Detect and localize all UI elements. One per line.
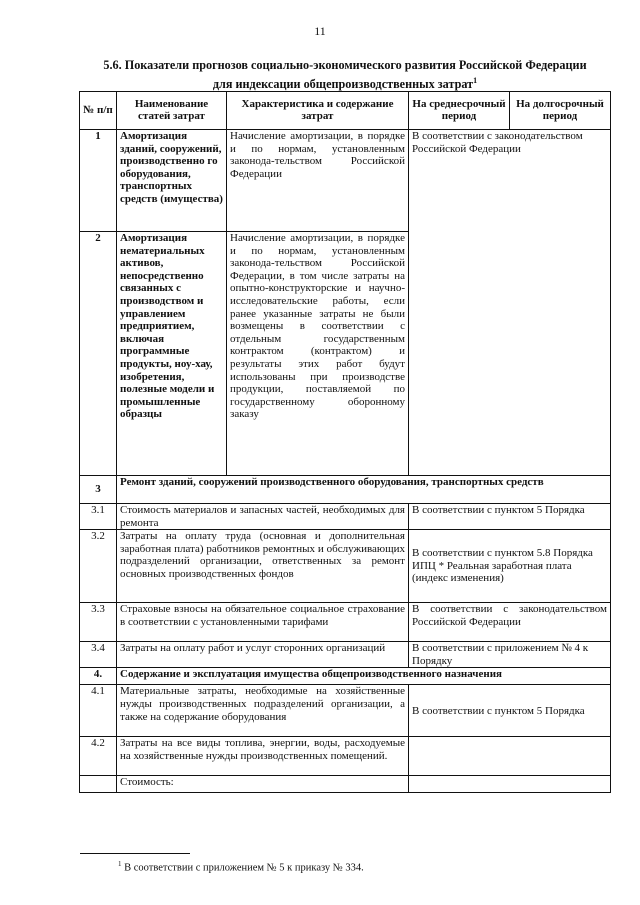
heading-line-2: для индексации общепроизводственных затрат$^1$ <box>212 76 478 92</box>
row-num: 3 <box>80 476 117 504</box>
row-horizon: В соответствии с пунктом 5.8 Порядка ИПЦ * Реальная заработная плата (индекс изменения) <box>409 530 611 603</box>
row-desc: Начисление амортизации, в порядке и по нормам, установленным законода-тельством Российской Федерации <box>227 130 409 232</box>
table-row <box>80 737 611 776</box>
row-text: Затраты на оплату работ и услуг сторонних организаций <box>117 642 409 668</box>
row-num: 2 <box>80 232 117 476</box>
footnote-divider <box>80 853 190 854</box>
table-row <box>80 130 611 232</box>
section-title: Содержание и эксплуатация имущества общепроизводственного назначения <box>117 668 611 685</box>
row-num <box>80 776 117 793</box>
row-name: Амортизация зданий, сооружений, производственно го оборудования, транспортных средств (имущества) <box>117 130 227 232</box>
table-row <box>80 685 611 737</box>
row-horizon <box>409 776 611 793</box>
table-row <box>80 530 611 603</box>
row-horizon: В соответствии с законодательством Российской Федерации <box>409 603 611 642</box>
row-text: Материальные затраты, необходимые на хозяйственные нужды производственных подразделений организации, а также на содержание оборудования <box>117 685 409 737</box>
row-horizon <box>409 737 611 776</box>
row-num: 4.2 <box>80 737 117 776</box>
header-desc: Характеристика и содержание затрат <box>227 92 409 130</box>
indicators-table <box>79 91 611 793</box>
row-horizon: В соответствии с приложением № 4 к Порядку <box>409 642 611 668</box>
table-row <box>80 603 611 642</box>
row-num: 4.1 <box>80 685 117 737</box>
section-title: Ремонт зданий, сооружений производственного оборудования, транспортных средств <box>117 476 611 504</box>
row-text: Затраты на все виды топлива, энергии, воды, расходуемые на хозяйственные нужды производственных помещений. <box>117 737 409 776</box>
row-num: 1 <box>80 130 117 232</box>
row-text: Стоимость: <box>117 776 409 793</box>
header-name: Наименование статей затрат <box>117 92 227 130</box>
row-text: Страховые взносы на обязательное социальное страхование в соответствии с установленными тарифами <box>117 603 409 642</box>
row-name: Амортизация нематериальных активов, непосредственно связанных с производством и управлением предприятием, включая программные продукты, ноу-хау, изобретения, полезные модели и промышленные образцы <box>117 232 227 476</box>
footnote <box>118 860 364 874</box>
row-horizon: В соответствии с законодательством Российской Федерации <box>409 130 611 476</box>
row-text: Затраты на оплату труда (основная и дополнительная заработная плата) работников ремонтных и обслуживающих подразделений организации, ответственных за ремонт основных производственных фондов <box>117 530 409 603</box>
page-number: 11 <box>314 24 326 38</box>
footnote-reference[interactable]: 1 <box>473 76 478 85</box>
heading-line-1: 5.6. Показатели прогнозов социально-экономического развития Российской Федерации <box>103 58 587 72</box>
row-num: 4. <box>80 668 117 685</box>
table-header-row <box>80 92 611 130</box>
row-num: 3.1 <box>80 504 117 530</box>
footnote-mark: 1 <box>118 860 122 868</box>
row-desc: Начисление амортизации, в порядке и по нормам, установленным законода-тельством Российской Федерации, в том числе затраты на опытно-конструкторские и научно-исследовательские работы, если ранее указанные затраты не были возмещены в соответствии с отдельным государственным контрактом (контрактом) и результаты этих работ будут использованы при производстве продукции, поставляемой по государственному оборонному заказу <box>227 232 409 476</box>
section-heading <box>80 58 610 92</box>
row-num: 3.4 <box>80 642 117 668</box>
table-row <box>80 776 611 793</box>
row-horizon: В соответствии с пунктом 5 Порядка <box>409 685 611 737</box>
section-row <box>80 476 611 504</box>
table-row <box>80 504 611 530</box>
section-row <box>80 668 611 685</box>
footnote-text: В соответствии с приложением № 5 к приказу № 334. <box>124 862 364 874</box>
row-horizon: В соответствии с пунктом 5 Порядка <box>409 504 611 530</box>
header-long-term: На долгосрочный период <box>510 92 611 130</box>
row-num: 3.3 <box>80 603 117 642</box>
header-mid-term: На среднесрочный период <box>409 92 510 130</box>
row-num: 3.2 <box>80 530 117 603</box>
table-row <box>80 642 611 668</box>
header-num: № п/п <box>80 92 117 130</box>
row-text: Стоимость материалов и запасных частей, необходимых для ремонта <box>117 504 409 530</box>
